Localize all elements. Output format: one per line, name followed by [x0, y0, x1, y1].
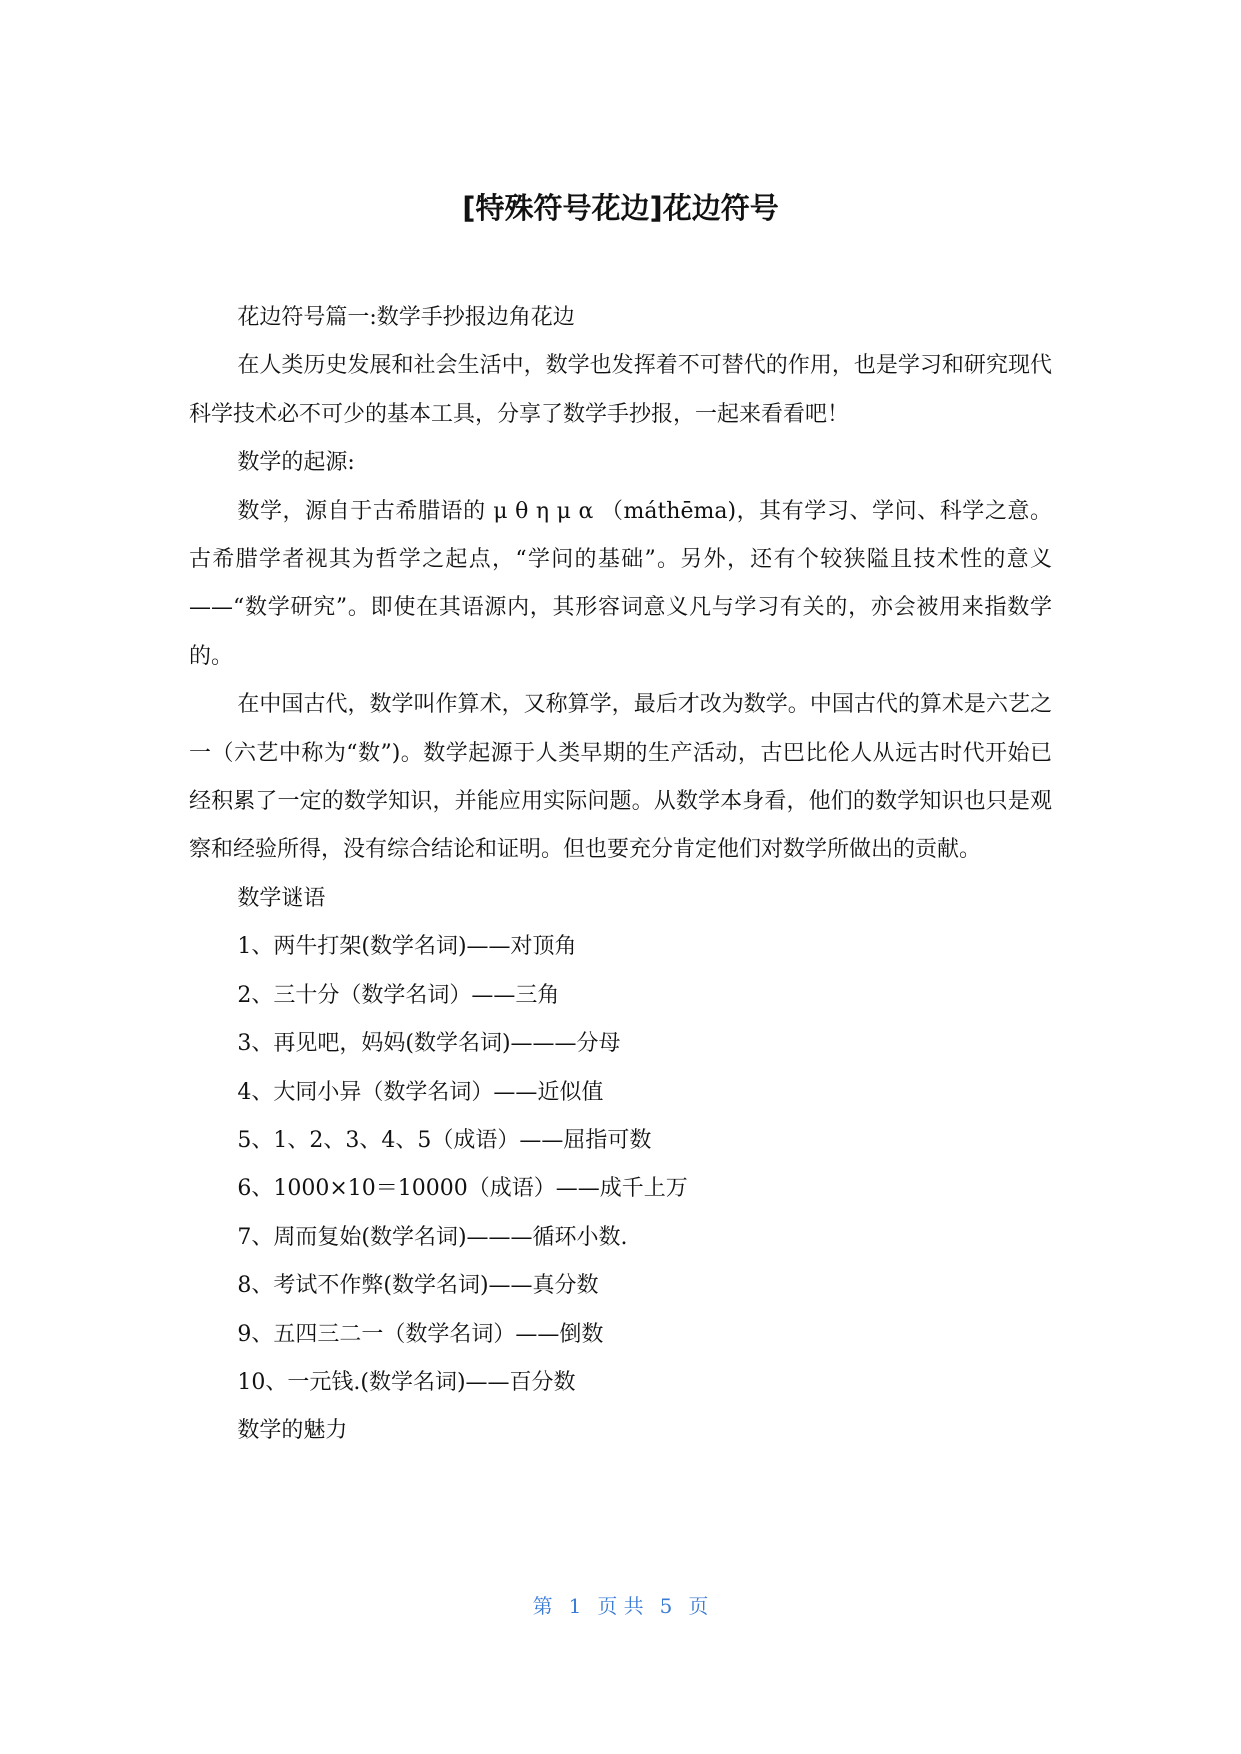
list-item: 9、五四三二一（数学名词）——倒数 — [237, 1321, 604, 1347]
page-footer — [0, 1592, 1241, 1620]
paragraph: 数学，源自于古希腊语的 μ θ η μ α （máthēma)，其有学习、学问、科学之意。古希腊学者视其为哲学之起点，“学问的基础”。另外，还有个较狭隘且技术性的意义——“数学研究”。即使在其语源内，其形容词意义凡与学习有关的，亦会被用来指数学的。 — [189, 498, 1052, 669]
list-item: 5、1、2、3、4、5（成语）——屈指可数 — [237, 1127, 652, 1153]
section-heading: 数学谜语 — [237, 885, 326, 911]
paragraph: 在中国古代，数学叫作算术，又称算学，最后才改为数学。中国古代的算术是六艺之一（六艺中称为“数”)。数学起源于人类早期的生产活动，古巴比伦人从远古时代开始已经积累了一定的数学知识，并能应用实际问题。从数学本身看，他们的数学知识也只是观察和经验所得，没有综合结论和证明。但也要充分肯定他们对数学所做出的贡献。 — [189, 692, 1052, 863]
footer-pages-label: 页 — [688, 1594, 709, 1618]
paragraph: 在人类历史发展和社会生活中，数学也发挥着不可替代的作用，也是学习和研究现代科学技术必不可少的基本工具，分享了数学手抄报，一起来看看吧！ — [189, 353, 1052, 427]
section-heading: 数学的起源: — [237, 450, 355, 476]
list-item: 10、一元钱.(数学名词)——百分数 — [237, 1369, 576, 1395]
footer-page-label: 第 — [532, 1594, 553, 1618]
list-item: 7、周而复始(数学名词)———循环小数. — [237, 1224, 628, 1250]
footer-total-pages: 5 — [659, 1594, 673, 1618]
footer-of-label: 页 共 — [597, 1594, 644, 1618]
section-heading: 数学的魅力 — [237, 1418, 348, 1444]
list-item: 4、大同小异（数学名词）——近似值 — [237, 1079, 604, 1105]
list-item: 1、两牛打架(数学名词)——对顶角 — [237, 934, 577, 960]
list-item: 3、再见吧，妈妈(数学名词)———分母 — [237, 1031, 621, 1057]
list-item: 2、三十分（数学名词）——三角 — [237, 982, 560, 1008]
document-body — [189, 294, 1052, 1456]
list-item: 8、考试不作弊(数学名词)——真分数 — [237, 1273, 599, 1299]
document-title: [特殊符号花边]花边符号 — [462, 191, 779, 225]
section-heading: 花边符号篇一:数学手抄报边角花边 — [237, 305, 575, 330]
list-item: 6、1000×10＝10000（成语）——成千上万 — [237, 1176, 688, 1202]
footer-current-page: 1 — [568, 1594, 582, 1618]
